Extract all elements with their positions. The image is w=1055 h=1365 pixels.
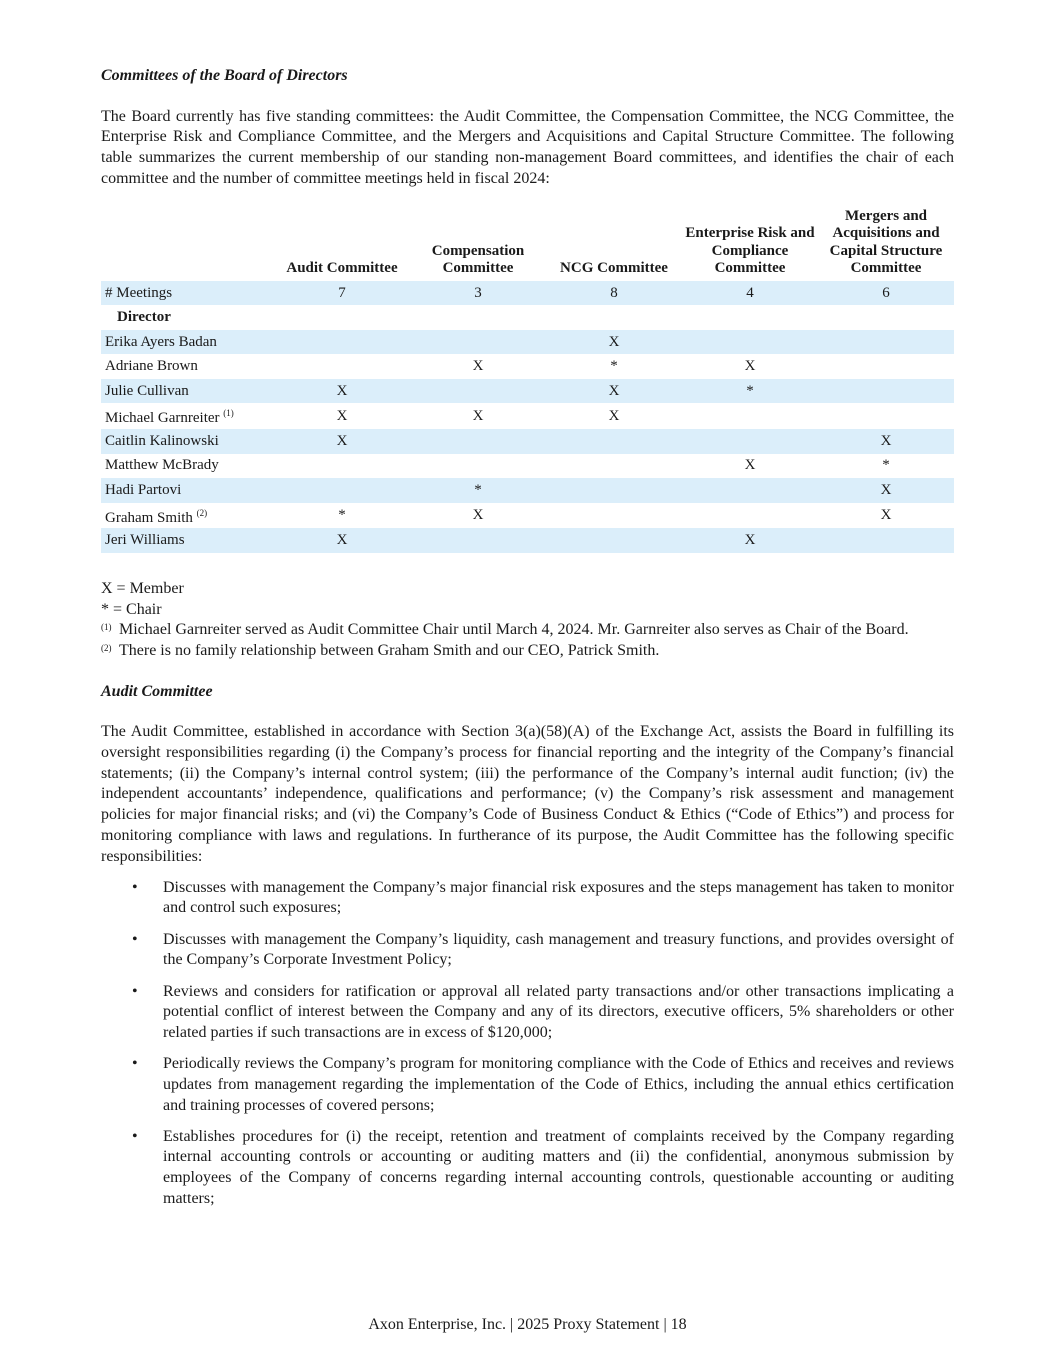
column-header: Mergers and Acquisitions and Capital Structure Committee (829, 207, 943, 277)
membership-cell (682, 429, 818, 454)
responsibility-list (101, 878, 954, 1210)
membership-cell: X (608, 407, 620, 424)
section-heading: Committees of the Board of Directors (101, 67, 348, 84)
membership-cell (818, 403, 954, 429)
membership-cell (546, 478, 682, 503)
table-row (101, 403, 954, 429)
membership-cell (410, 528, 546, 553)
membership-cell: X (472, 507, 484, 524)
bullet-icon: • (132, 1127, 138, 1145)
membership-cell: X (274, 429, 410, 454)
header-blank (101, 208, 274, 281)
director-name-cell (101, 354, 274, 379)
footnote-mark: (2) (101, 642, 112, 653)
table-row (101, 454, 954, 479)
director-name: Erika Ayers Badan (105, 333, 217, 350)
list-item (101, 878, 954, 919)
membership-cell (682, 403, 818, 429)
membership-cell (410, 379, 546, 404)
bullet-icon: • (132, 1055, 138, 1073)
footnote-ref: (2) (196, 507, 208, 518)
column-header: Enterprise Risk and Compliance Committee (685, 225, 815, 277)
footnote-text: There is no family relationship between Graham Smith and our CEO, Patrick Smith. (119, 641, 660, 659)
director-name: Julie Cullivan (105, 382, 189, 399)
membership-cell (818, 354, 954, 379)
legend (101, 579, 954, 662)
table-row (101, 528, 954, 553)
director-name: Graham Smith (105, 509, 193, 526)
director-name: Hadi Partovi (105, 481, 182, 498)
membership-cell (682, 330, 818, 355)
membership-cell: X (472, 358, 484, 375)
membership-cell: * (410, 478, 546, 503)
membership-cell: * (682, 379, 818, 404)
director-name-cell (101, 503, 274, 529)
membership-cell (546, 503, 682, 529)
list-item (101, 1054, 954, 1116)
membership-cell: * (882, 457, 890, 474)
membership-cell: X (744, 457, 756, 474)
row-label: # Meetings (101, 281, 274, 306)
footnote-ref: (1) (223, 408, 234, 419)
list-item (101, 1127, 954, 1210)
table-row (101, 330, 954, 355)
meetings-count: 6 (818, 281, 954, 306)
membership-cell: X (546, 379, 682, 404)
meetings-row (101, 281, 954, 306)
table-row (101, 429, 954, 454)
committee-table (101, 208, 954, 553)
membership-cell (274, 454, 410, 479)
list-item (101, 930, 954, 971)
meetings-count: 8 (546, 281, 682, 306)
empty-cell (818, 305, 954, 330)
bullet-icon: • (132, 878, 138, 896)
membership-cell (274, 330, 410, 355)
membership-cell: * (610, 358, 618, 375)
list-item-text: Discusses with management the Company’s liquidity, cash management and treasury functions, and provides oversight of the Company’s Corporate Investment Policy; (163, 930, 954, 969)
membership-cell (818, 379, 954, 404)
membership-cell (410, 454, 546, 479)
membership-cell (410, 330, 546, 355)
table-row (101, 354, 954, 379)
list-item-text: Establishes procedures for (i) the receipt, retention and treatment of complaints received by the Company regarding internal accounting controls or accounting or auditing matters and (ii) the confidential, anonymous submission by employees of the Company of concerns regarding internal accounting controls, questionable accounting or auditing matters; (163, 1127, 954, 1207)
audit-paragraph: The Audit Committee, established in accordance with Section 3(a)(58)(A) of the Exchange Act, assists the Board in fulfilling its oversight responsibilities regarding (i) the Company’s process for financial reporting and the integrity of the Company’s financial statements; (ii) the Company’s internal control system; (iii) the performance of the Company’s internal audit function; (iv) the independent accountants’ independence, qualifications and performance; (v) the Company’s risk assessment and management policies for major financial risks; and (vi) the Company’s Code of Business Conduct & Ethics (“Code of Ethics”) and process for monitoring compliance with laws and regulations. In furtherance of its purpose, the Audit Committee has the following specific responsibilities: (101, 723, 954, 865)
list-item-text: Periodically reviews the Company’s program for monitoring compliance with the Code of Ethics and receives and reviews updates from management regarding the implementation of the Code of Ethics, including the annual ethics certification and training processes of covered persons; (163, 1055, 954, 1114)
membership-cell: X (880, 507, 892, 524)
footnote-2 (101, 641, 954, 662)
footnote-1 (101, 620, 954, 641)
intro-paragraph: The Board currently has five standing committees: the Audit Committee, the Compensation Committee, the NCG Committee, the Enterprise Risk and Compliance Committee, and the Mergers and Acquisitions and Capital Structure Committee. The following table summarizes the current membership of our standing non-management Board committees, and identifies the chair of each committee and the number of committee meetings held in fiscal 2024: (101, 107, 954, 187)
membership-cell: X (682, 528, 818, 553)
director-name: Michael Garnreiter (105, 410, 220, 427)
membership-cell (818, 528, 954, 553)
membership-cell (682, 478, 818, 503)
table-row (101, 478, 954, 503)
footnote-text: Michael Garnreiter served as Audit Committee Chair until March 4, 2024. Mr. Garnreiter also serves as Chair of the Board. (119, 621, 909, 639)
membership-cell (546, 429, 682, 454)
membership-cell (682, 503, 818, 529)
legend-chair: * = Chair (101, 600, 162, 618)
membership-cell: X (472, 407, 484, 424)
director-name-cell (101, 478, 274, 503)
empty-cell (682, 305, 818, 330)
list-item-text: Discusses with management the Company’s major financial risk exposures and the steps management has taken to monitor and control such exposures; (163, 878, 954, 917)
membership-cell: X (546, 330, 682, 355)
membership-cell: X (744, 358, 756, 375)
meetings-count: 3 (410, 281, 546, 306)
director-header-row (101, 305, 954, 330)
director-label: Director (117, 309, 171, 326)
membership-cell: X (274, 379, 410, 404)
director-name: Adriane Brown (105, 358, 198, 375)
section-heading: Audit Committee (101, 682, 213, 700)
membership-cell: * (338, 507, 346, 524)
director-name: Jeri Williams (105, 532, 185, 549)
director-name-cell (101, 528, 274, 553)
membership-cell (546, 454, 682, 479)
director-name-cell (101, 403, 274, 429)
bullet-icon: • (132, 982, 138, 1000)
membership-cell (546, 528, 682, 553)
page-footer: Axon Enterprise, Inc. | 2025 Proxy Statement | 18 (368, 1316, 687, 1333)
empty-cell (546, 305, 682, 330)
meetings-count: 4 (682, 281, 818, 306)
meetings-count: 7 (274, 281, 410, 306)
column-header: Compensation Committee (431, 242, 525, 277)
director-name: Matthew McBrady (105, 457, 219, 474)
membership-cell: X (818, 429, 954, 454)
director-name-cell (101, 454, 274, 479)
membership-cell: X (818, 478, 954, 503)
director-name: Caitlin Kalinowski (105, 432, 219, 449)
director-name-cell (101, 429, 274, 454)
membership-cell: X (336, 407, 348, 424)
table-row (101, 503, 954, 529)
empty-cell (410, 305, 546, 330)
empty-cell (274, 305, 410, 330)
bullet-icon: • (132, 930, 138, 948)
membership-cell: X (274, 528, 410, 553)
column-header: NCG Committee (560, 260, 668, 277)
table-row (101, 379, 954, 404)
legend-member: X = Member (101, 579, 184, 597)
column-header: Audit Committee (286, 260, 398, 277)
director-name-cell (101, 330, 274, 355)
list-item (101, 982, 954, 1044)
membership-cell (818, 330, 954, 355)
footnote-mark: (1) (101, 622, 112, 633)
membership-cell (274, 354, 410, 379)
membership-cell (274, 478, 410, 503)
list-item-text: Reviews and considers for ratification or approval all related party transactions and/or other transactions implicating a potential conflict of interest between the Company and any of its directors, executive officers, 5% shareholders or other related parties if such transactions are in excess of $120,000; (163, 982, 954, 1041)
director-name-cell (101, 379, 274, 404)
membership-cell (410, 429, 546, 454)
